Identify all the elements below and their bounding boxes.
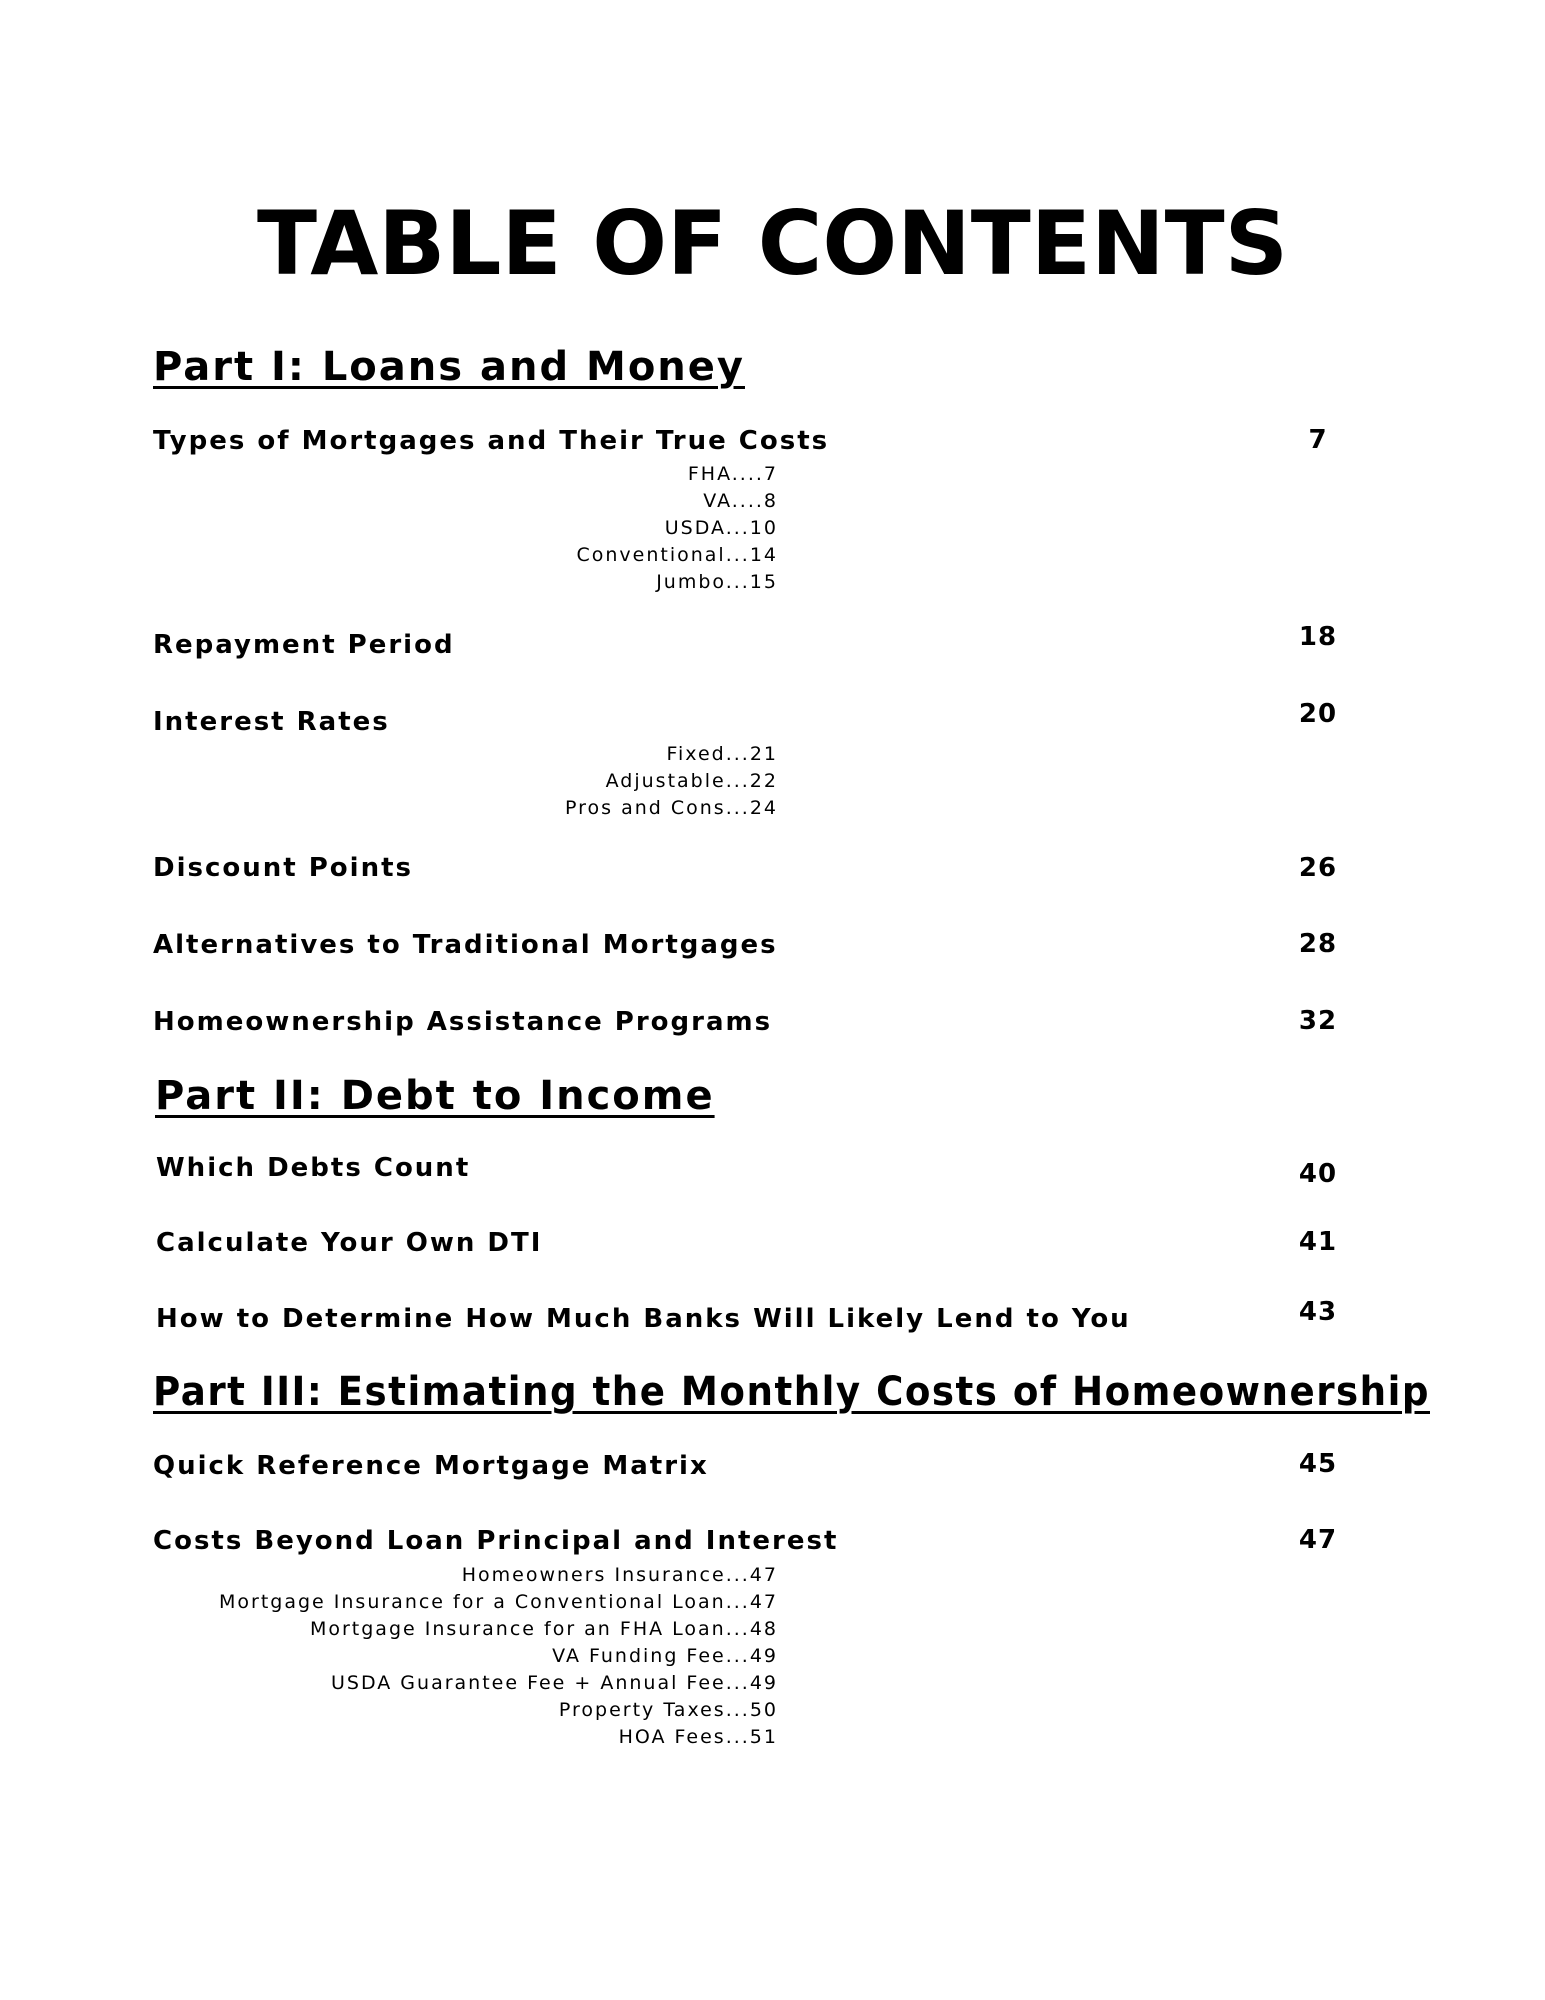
toc-subentry: Adjustable...22 bbox=[605, 770, 778, 792]
toc-entry-page: 40 bbox=[1298, 1159, 1338, 1189]
toc-entry-title: Calculate Your Own DTI bbox=[156, 1228, 543, 1258]
toc-entry-title: Which Debts Count bbox=[156, 1153, 471, 1183]
toc-entry-page: 26 bbox=[1298, 853, 1338, 883]
toc-subentry: Fixed...21 bbox=[666, 743, 778, 765]
toc-entry-page: 32 bbox=[1298, 1006, 1338, 1036]
toc-subentry: HOA Fees...51 bbox=[618, 1726, 778, 1748]
toc-subentry: Mortgage Insurance for an FHA Loan...48 bbox=[309, 1618, 778, 1640]
toc-subentry: Pros and Cons...24 bbox=[565, 797, 778, 819]
toc-entry-title: How to Determine How Much Banks Will Likely Lend to You bbox=[156, 1304, 1131, 1334]
toc-entry-page: 18 bbox=[1298, 622, 1338, 652]
toc-subentry: VA....8 bbox=[703, 490, 778, 512]
toc-entry-title: Repayment Period bbox=[153, 630, 455, 660]
toc-subentry: Property Taxes...50 bbox=[558, 1699, 778, 1721]
toc-subentry: USDA...10 bbox=[664, 517, 778, 539]
toc-entry-title: Quick Reference Mortgage Matrix bbox=[153, 1451, 709, 1481]
part-3-heading: Part III: Estimating the Monthly Costs of Homeownership bbox=[153, 1369, 1430, 1415]
toc-entry-title: Interest Rates bbox=[153, 707, 390, 737]
toc-entry-title: Alternatives to Traditional Mortgages bbox=[153, 930, 778, 960]
toc-entry-page: 41 bbox=[1298, 1227, 1338, 1257]
toc-entry-title: Costs Beyond Loan Principal and Interest bbox=[153, 1526, 839, 1556]
toc-entry-title: Discount Points bbox=[153, 853, 413, 883]
part-1-heading: Part I: Loans and Money bbox=[153, 344, 745, 390]
toc-subentry: VA Funding Fee...49 bbox=[552, 1645, 778, 1667]
toc-entry-page: 7 bbox=[1308, 425, 1328, 455]
toc-entry-page: 47 bbox=[1298, 1525, 1338, 1555]
toc-subentry: FHA....7 bbox=[687, 463, 778, 485]
toc-subentry: Mortgage Insurance for a Conventional Loan...47 bbox=[219, 1591, 778, 1613]
toc-entry-title: Types of Mortgages and Their True Costs bbox=[153, 426, 830, 456]
toc-entry-page: 45 bbox=[1298, 1449, 1338, 1479]
toc-entry-page: 20 bbox=[1298, 699, 1338, 729]
toc-subentry: USDA Guarantee Fee + Annual Fee...49 bbox=[331, 1672, 778, 1694]
toc-entry-page: 28 bbox=[1298, 929, 1338, 959]
toc-subentry: Homeowners Insurance...47 bbox=[461, 1564, 778, 1586]
toc-subentry: Jumbo...15 bbox=[656, 571, 778, 593]
toc-entry-page: 43 bbox=[1298, 1297, 1338, 1327]
toc-subentry: Conventional...14 bbox=[576, 544, 778, 566]
toc-entry-title: Homeownership Assistance Programs bbox=[153, 1007, 773, 1037]
part-2-heading: Part II: Debt to Income bbox=[155, 1073, 715, 1119]
page-title: TABLE OF CONTENTS bbox=[257, 192, 1288, 295]
